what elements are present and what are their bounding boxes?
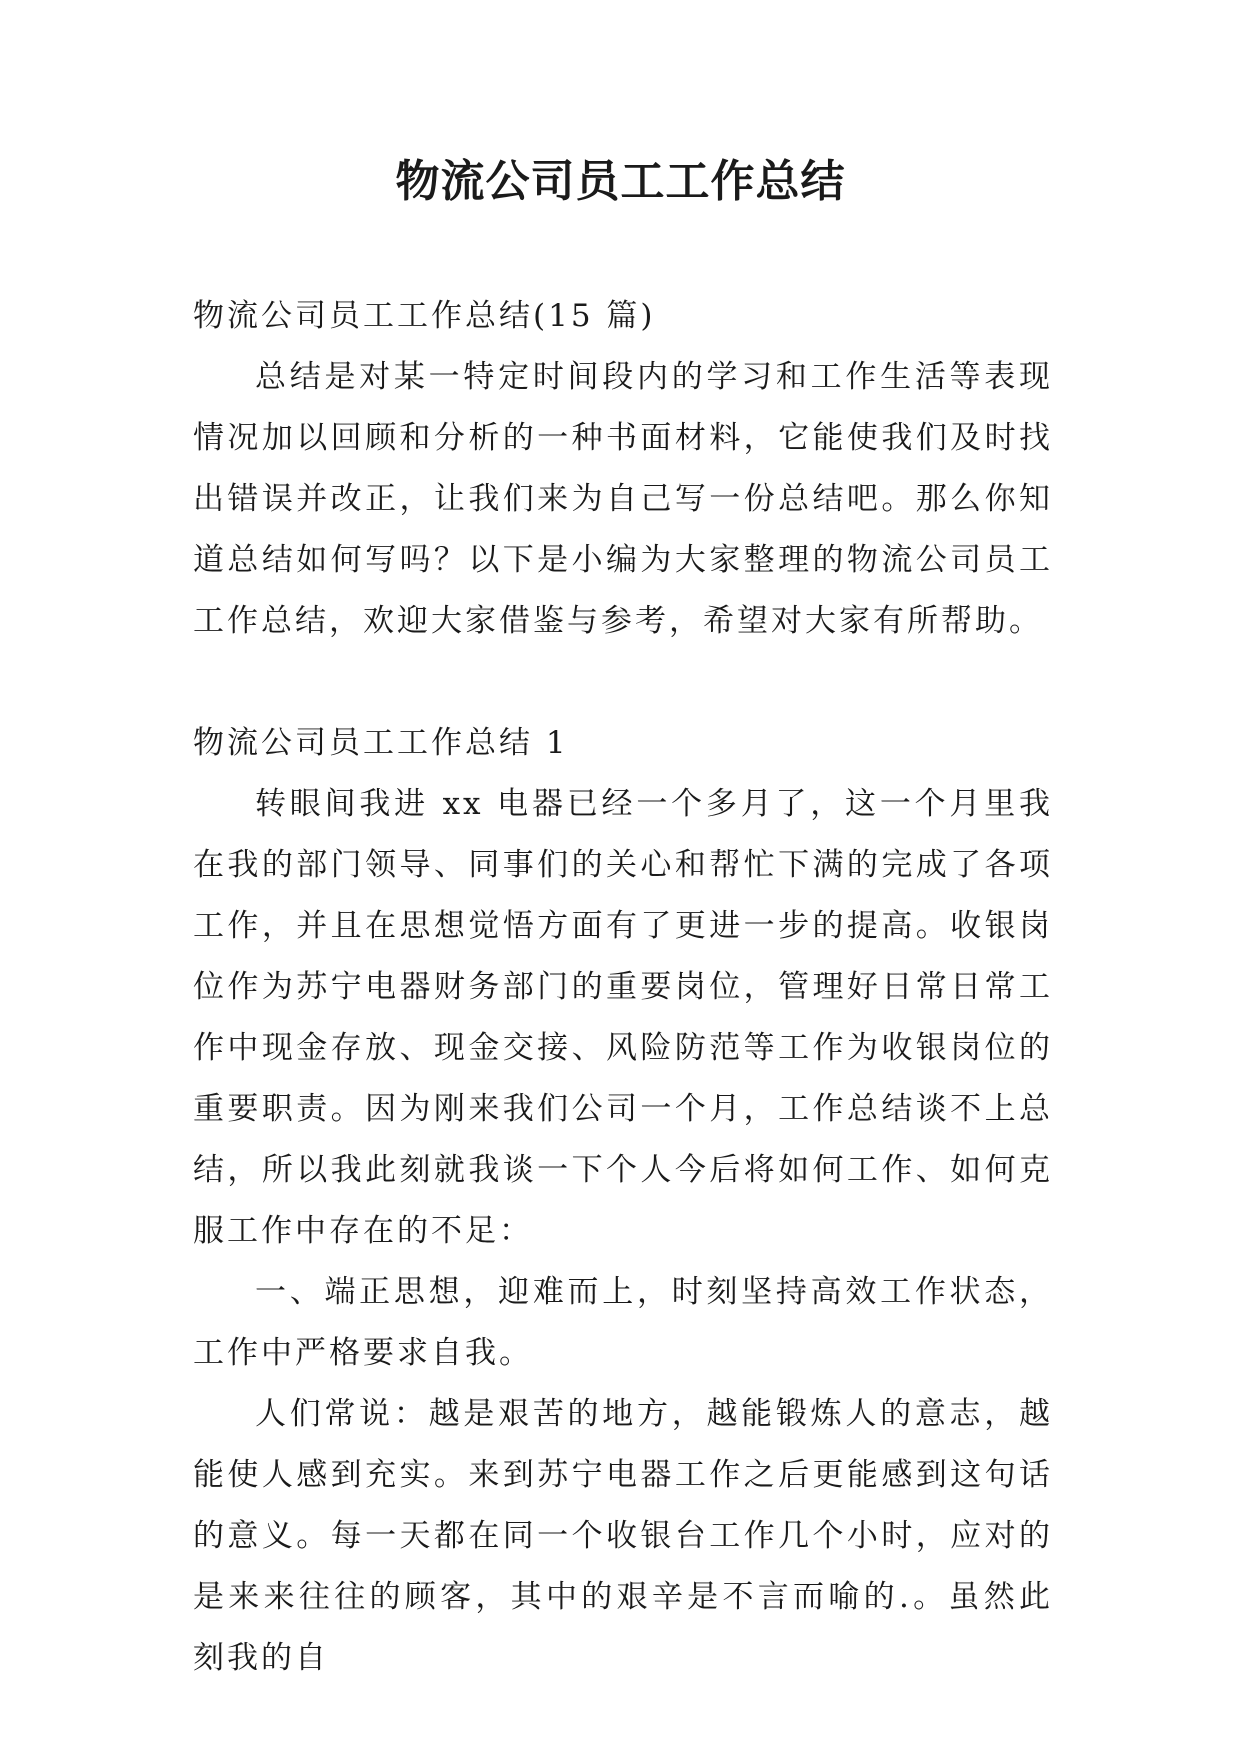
intro-paragraph: 总结是对某一特定时间段内的学习和工作生活等表现情况加以回顾和分析的一种书面材料，它能使我们及时找出错误并改正，让我们来为自己写一份总结吧。那么你知道总结如何写吗？以下是小编为大家整理的物流公司员工工作总结，欢迎大家借鉴与参考，希望对大家有所帮助。 xyxy=(193,359,1053,639)
section-heading: 物流公司员工工作总结 1 xyxy=(193,725,569,761)
body-paragraph: 一、端正思想，迎难而上，时刻坚持高效工作状态，工作中严格要求自我。 xyxy=(193,1274,1053,1371)
section-spacer xyxy=(193,652,1053,713)
document-title: 物流公司员工工作总结 xyxy=(395,156,846,207)
document-body xyxy=(193,286,1053,1689)
body-paragraph: 转眼间我进 xx 电器已经一个多月了，这一个月里我在我的部门领导、同事们的关心和帮忙下满的完成了各项工作，并且在思想觉悟方面有了更进一步的提高。收银岗位作为苏宁电器财务部门的重要岗位，管理好日常日常工作中现金存放、现金交接、风险防范等工作为收银岗位的重要职责。因为刚来我们公司一个月，工作总结谈不上总结，所以我此刻就我谈一下个人今后将如何工作、如何克服工作中存在的不足： xyxy=(193,786,1053,1249)
document-subtitle: 物流公司员工工作总结(15 篇) xyxy=(193,298,656,334)
body-paragraph: 人们常说：越是艰苦的地方，越能锻炼人的意志，越能使人感到充实。来到苏宁电器工作之后更能感到这句话的意义。每一天都在同一个收银台工作几个小时，应对的是来来往往的顾客，其中的艰辛是不言而喻的.。虽然此刻我的自 xyxy=(193,1396,1053,1676)
